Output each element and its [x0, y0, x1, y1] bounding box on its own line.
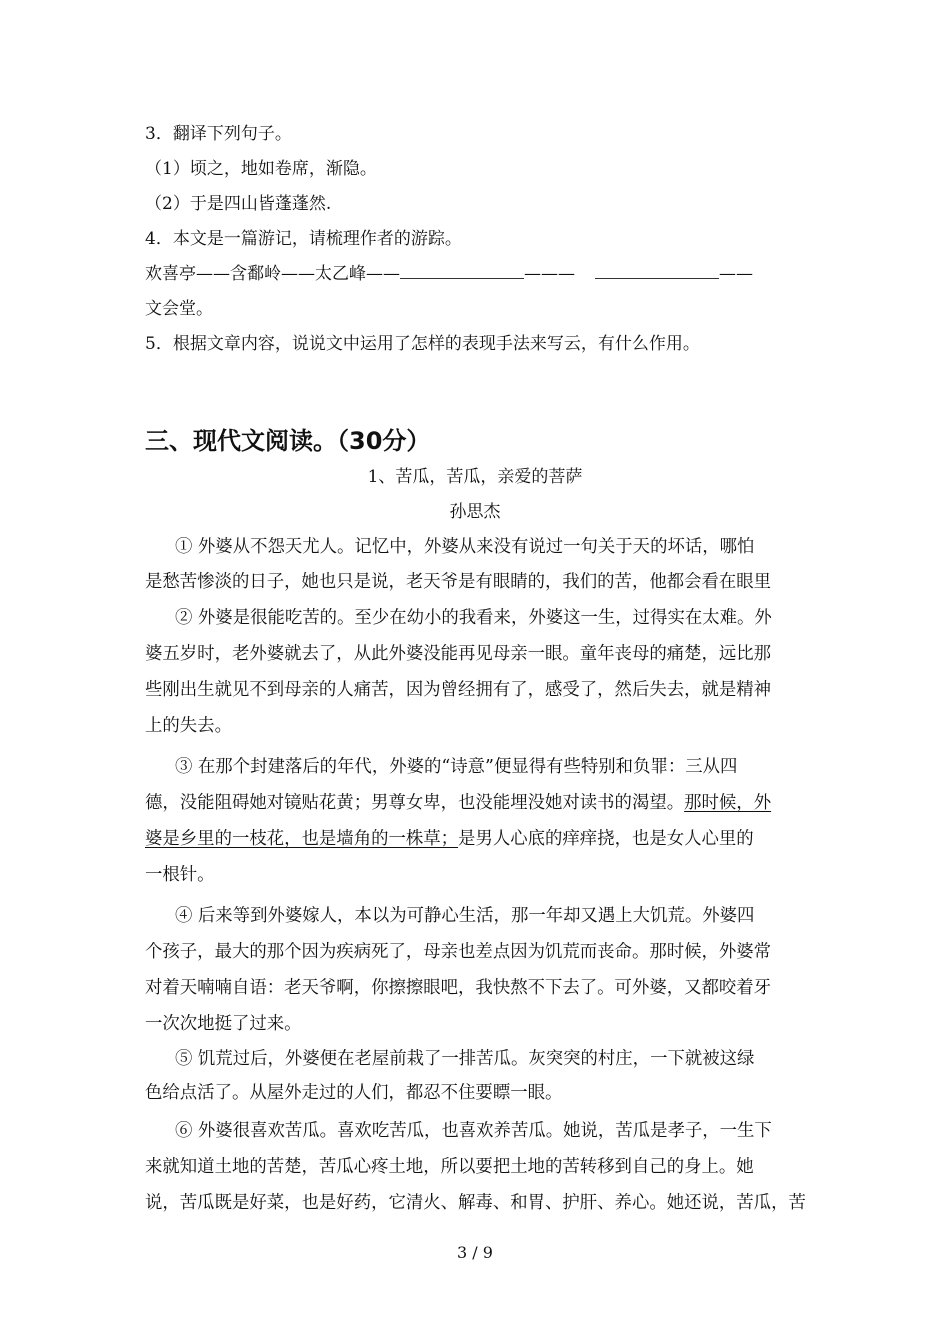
underlined-sentence-part-2: 婆是乡里的一枝花，也是墙角的一株草； [145, 829, 459, 849]
paragraph-5-line-2: 色给点活了。从屋外走过的人们，都忍不住要瞟一眼。 [145, 1083, 563, 1103]
paragraph-3-line-3 [145, 829, 807, 849]
question-3-2: （2）于是四山皆蓬蓬然. [145, 194, 332, 214]
paragraph-6-line-3: 说，苦瓜既是好菜，也是好药，它清火、解毒、和胃、护肝、养心。她还说，苦瓜，苦 [145, 1193, 806, 1213]
answer-blank-2[interactable] [595, 264, 719, 279]
paragraph-5-line-1: ⑤ 饥荒过后，外婆便在老屋前栽了一排苦瓜。灰突突的村庄，一下就被这绿 [175, 1049, 755, 1069]
question-4: 4．本文是一篇游记，请梳理作者的游踪。 [145, 229, 462, 249]
question-4-route-end: 文会堂。 [145, 299, 213, 319]
answer-blank-1[interactable] [400, 264, 524, 279]
paragraph-1-line-1: ① 外婆从不怨天尤人。记忆中，外婆从来没有说过一句关于天的坏话，哪怕 [175, 537, 755, 557]
question-5: 5．根据文章内容，说说文中运用了怎样的表现手法来写云，有什么作用。 [145, 334, 700, 354]
paragraph-2-line-4: 上的失去。 [145, 716, 232, 736]
article-title: 1、苦瓜，苦瓜，亲爱的菩萨 [367, 467, 583, 487]
route-start: 欢喜亭——含鄱岭——太乙峰—— [145, 264, 400, 284]
paragraph-4-line-1: ④ 后来等到外婆嫁人，本以为可静心生活，那一年却又遇上大饥荒。外婆四 [175, 906, 755, 926]
question-3: 3．翻译下列句子。 [145, 124, 292, 144]
paragraph-6-line-1: ⑥ 外婆很喜欢苦瓜。喜欢吃苦瓜，也喜欢养苦瓜。她说，苦瓜是孝子，一生下 [175, 1121, 772, 1141]
question-4-route [145, 264, 753, 284]
paragraph-3-line-1: ③ 在那个封建落后的年代，外婆的“诗意”便显得有些特别和负罪：三从四 [175, 757, 738, 777]
paragraph-4-line-3: 对着天喃喃自语：老天爷啊，你擦擦眼吧，我快熬不下去了。可外婆，又都咬着牙 [145, 978, 772, 998]
paragraph-3-line-2-text: 德，没能阻碍她对镜贴花黄；男尊女卑，也没能埋没她对读书的渴望。 [145, 793, 685, 813]
paragraph-4-line-2: 个孩子，最大的那个因为疾病死了，母亲也差点因为饥荒而丧命。那时候，外婆常 [145, 942, 772, 962]
paragraph-3-line-4: 一根针。 [145, 865, 215, 885]
question-3-1: （1）顷之，地如卷席，渐隐。 [145, 159, 377, 179]
page-number: 3 / 9 [457, 1243, 493, 1262]
route-dash-2: —— [719, 264, 753, 284]
section-heading: 三、现代文阅读。（30分） [145, 427, 431, 455]
paragraph-1-line-2: 是愁苦惨淡的日子，她也只是说，老天爷是有眼睛的，我们的苦，他都会看在眼里 [145, 572, 772, 592]
paragraph-2-line-1: ② 外婆是很能吃苦的。至少在幼小的我看来，外婆这一生，过得实在太难。外 [175, 608, 772, 628]
underlined-sentence-part-1: 那时候，外 [684, 793, 772, 813]
paragraph-4-line-4: 一次次地挺了过来。 [145, 1014, 302, 1034]
route-dash-1: ——— [524, 264, 575, 284]
paragraph-6-line-2: 来就知道土地的苦楚，苦瓜心疼土地，所以要把土地的苦转移到自己的身上。她 [145, 1157, 754, 1177]
article-author: 孙思杰 [449, 502, 501, 522]
paragraph-3-line-3-text: 是男人心底的痒痒挠，也是女人心里的 [458, 829, 754, 849]
paragraph-2-line-3: 些刚出生就见不到母亲的人痛苦，因为曾经拥有了，感受了，然后失去，就是精神 [145, 680, 772, 700]
paragraph-2-line-2: 婆五岁时，老外婆就去了，从此外婆没能再见母亲一眼。童年丧母的痛楚，远比那 [145, 644, 772, 664]
paragraph-3-line-2 [145, 793, 807, 813]
